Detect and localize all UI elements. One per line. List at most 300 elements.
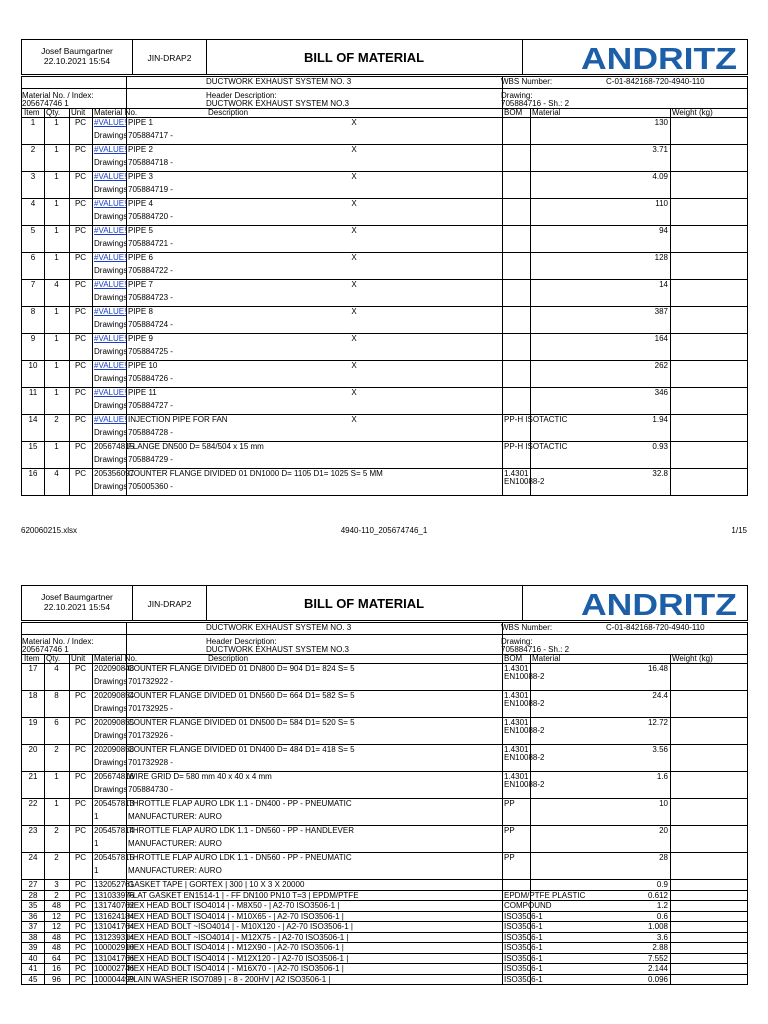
weight: 2.88	[652, 943, 668, 952]
description: PLAIN WASHER ISO7089 | - 8 - 200HV | A2 ISO3506-1 |	[128, 974, 331, 984]
document-title: BILL OF MATERIAL	[206, 40, 523, 74]
weight: 1.6	[656, 772, 668, 781]
description: WIRE GRID D= 580 mm 40 x 40 x 4 mm	[128, 772, 272, 781]
description-detail: 705884718 -	[128, 158, 173, 167]
column-divider	[502, 108, 503, 495]
table-row	[22, 198, 747, 226]
material-number-detail: Drawings	[94, 785, 128, 794]
description: HEX HEAD BOLT ISO4014 | - M8X50 - | A2-70 ISO3506-1 |	[128, 901, 340, 910]
description: THROTTLE FLAP AURO LDK 1.1 - DN560 - PP - PNEUMATIC	[128, 853, 352, 862]
quantity: 48	[52, 932, 61, 942]
material-number-link[interactable]: #VALUE!	[94, 415, 127, 424]
column-header-qty: Qty.	[46, 108, 61, 117]
column-divider	[670, 108, 671, 495]
quantity: 1	[54, 442, 59, 451]
material: 1.4301	[504, 772, 529, 781]
table-row	[22, 717, 747, 745]
description: PIPE 1	[128, 118, 153, 127]
column-divider	[69, 654, 70, 984]
table-row	[22, 117, 747, 145]
description-detail: 701732922 -	[128, 677, 173, 686]
table-row	[22, 771, 747, 799]
weight: 0.6	[656, 911, 668, 921]
item-number: 41	[28, 964, 38, 973]
material-no-label: Material No. / Index:	[22, 637, 94, 646]
description: PIPE 7	[128, 280, 153, 289]
author-date: 22.10.2021 15:54	[43, 56, 111, 66]
material-number: 100002746	[94, 964, 135, 973]
unit: PC	[74, 932, 87, 942]
quantity: 48	[52, 943, 61, 952]
material-number: 131041766	[94, 953, 135, 963]
material-number-detail: Drawings	[94, 731, 128, 740]
wbs-label: WBS Number:	[501, 623, 553, 632]
item-number: 18	[28, 691, 38, 700]
material: PP	[504, 853, 515, 862]
andritz-logo	[522, 40, 747, 74]
footer-filename: 620060215.xlsx	[21, 526, 78, 535]
material-number-detail: Drawings	[94, 677, 128, 686]
table-row	[22, 279, 747, 307]
column-divider	[126, 654, 127, 984]
item-number: 16	[28, 469, 38, 478]
description-detail: 705884729 -	[128, 455, 173, 464]
svg-text:ANDRITZ: ANDRITZ	[581, 41, 738, 76]
unit: PC	[74, 853, 87, 862]
material-detail: EN10088-2	[504, 672, 545, 681]
description: PIPE 11	[128, 388, 157, 397]
unit: PC	[74, 953, 87, 963]
material-number-link[interactable]: #VALUE!	[94, 388, 127, 397]
column-divider	[530, 108, 531, 495]
item-number: 5	[30, 226, 36, 235]
item-number: 21	[28, 772, 38, 781]
quantity: 16	[52, 964, 61, 973]
unit: PC	[74, 415, 87, 424]
material-number-link[interactable]: #VALUE!	[94, 334, 127, 343]
description: THROTTLE FLAP AURO LDK 1.1 - DN400 - PP - PNEUMATIC	[128, 799, 352, 808]
bom-flag: X	[351, 145, 357, 154]
info-row	[22, 88, 747, 109]
bom-header	[21, 585, 748, 621]
bom-table	[21, 76, 748, 496]
weight: 1.2	[656, 901, 668, 910]
material-number: 202090848	[94, 664, 135, 673]
column-divider	[69, 108, 70, 495]
material-detail: EN10088-2	[504, 477, 545, 486]
material: 1.4301	[504, 691, 529, 700]
info-divider	[502, 622, 503, 654]
unit: PC	[74, 280, 87, 289]
material-number-detail: Drawings	[94, 239, 128, 248]
weight: 2.144	[647, 964, 668, 973]
bom-page-2	[0, 576, 768, 1024]
description-detail: MANUFACTURER: AURO	[128, 839, 222, 848]
description: GASKET TAPE | GORTEX | 300 | 10 X 3 X 20000	[128, 880, 305, 889]
description: COUNTER FLANGE DIVIDED 01 DN400 D= 484 D1= 418 S= 5	[128, 745, 355, 754]
unit: PC	[74, 226, 87, 235]
quantity: 1	[54, 199, 59, 208]
footer-document-id: 4940-110_205674746_1	[340, 526, 428, 535]
footer-page-number: 1/15	[731, 526, 747, 535]
table-row	[22, 225, 747, 253]
unit: PC	[74, 718, 87, 727]
material: ISO3506-1	[504, 974, 543, 984]
item-number: 24	[28, 853, 38, 862]
description-detail: 705884725 -	[128, 347, 173, 356]
unit: PC	[74, 826, 87, 835]
table-row	[22, 798, 747, 826]
header-description-label: Header Description:	[206, 637, 277, 646]
item-number: 15	[28, 442, 38, 451]
table-row	[22, 468, 747, 496]
quantity: 12	[52, 911, 61, 921]
material-number: 205457815	[94, 853, 135, 862]
quantity: 1	[54, 307, 59, 316]
weight: 3.71	[652, 145, 668, 154]
bom-flag: X	[351, 415, 357, 424]
description: HEX HEAD BOLT ~ISO4014 | - M10X120 - | A2-70 ISO3506-1 |	[128, 922, 353, 931]
description-detail: 705884730 -	[128, 785, 173, 794]
column-header-material-no: Material No.	[94, 108, 138, 117]
unit: PC	[74, 172, 87, 181]
unit: PC	[74, 307, 87, 316]
drawing-value: 705884716 - Sh.: 2	[501, 99, 570, 108]
quantity: 2	[54, 890, 59, 900]
info-row	[22, 634, 747, 655]
unit: PC	[74, 664, 87, 673]
unit: PC	[74, 974, 87, 984]
material-number-detail: Drawings	[94, 704, 128, 713]
project-name: DUCTWORK EXHAUST SYSTEM NO. 3	[206, 77, 352, 86]
bom-table	[21, 622, 748, 985]
quantity: 1	[54, 361, 59, 370]
quantity: 2	[54, 826, 59, 835]
table-row	[22, 690, 747, 718]
weight: 28	[659, 853, 668, 862]
description: PIPE 5	[128, 226, 153, 235]
material-number: 100002910	[94, 943, 135, 952]
unit: PC	[74, 253, 87, 262]
description-detail: 705884721 -	[128, 239, 173, 248]
bom-flag: X	[351, 388, 357, 397]
drawing-value: 705884716 - Sh.: 2	[501, 645, 570, 654]
material-number-detail: Drawings	[94, 131, 128, 140]
material-detail: EN10088-2	[504, 780, 545, 789]
material-number-detail: 1	[94, 839, 99, 848]
description: HEX HEAD BOLT ISO4014 | - M16X70 - | A2-70 ISO3506-1 |	[128, 964, 344, 973]
material-number-link[interactable]: #VALUE!	[94, 145, 127, 154]
quantity: 1	[54, 172, 59, 181]
material-number-detail: Drawings	[94, 212, 128, 221]
material: ISO3506-1	[504, 964, 543, 973]
material-detail: EN10088-2	[504, 753, 545, 762]
quantity: 1	[54, 145, 59, 154]
material-number-link[interactable]: #VALUE!	[94, 118, 127, 127]
weight: 12.72	[647, 718, 668, 727]
unit: PC	[74, 334, 87, 343]
material: 1.4301	[504, 664, 529, 673]
item-number: 6	[30, 253, 36, 262]
description: FLAT GASKET EN1514-1 | - FF DN100 PN10 T=3 | EPDM/PTFE	[128, 890, 359, 900]
material-number: 205356097	[94, 469, 135, 478]
item-number: 37	[28, 922, 38, 931]
item-number: 11	[28, 388, 38, 397]
weight: 346	[654, 388, 668, 397]
item-number: 17	[28, 664, 38, 673]
unit: PC	[74, 890, 87, 900]
weight: 262	[654, 361, 668, 370]
material: ISO3506-1	[504, 932, 543, 942]
material-number-detail: Drawings	[94, 482, 128, 491]
column-divider	[502, 654, 503, 984]
quantity: 1	[54, 253, 59, 262]
bom-flag: X	[351, 253, 357, 262]
quantity: 12	[52, 922, 61, 931]
author-date: 22.10.2021 15:54	[43, 602, 111, 612]
weight: 16.48	[647, 664, 668, 673]
quantity: 48	[52, 901, 61, 910]
description: INJECTION PIPE FOR FAN	[128, 415, 228, 424]
unit: PC	[74, 922, 87, 931]
item-number: 14	[28, 415, 38, 424]
description: HEX HEAD BOLT ISO4014 | - M10X65 - | A2-70 ISO3506-1 |	[128, 911, 344, 921]
quantity: 4	[54, 469, 59, 478]
unit: PC	[74, 145, 87, 154]
description: HEX HEAD BOLT ~ISO4014 | - M12X75 - | A2-70 ISO3506-1 |	[128, 932, 349, 942]
item-number: 40	[28, 953, 38, 963]
wbs-value: C-01-842168-720-4940-110	[606, 623, 705, 632]
table-row	[22, 387, 747, 415]
unit: PC	[74, 118, 87, 127]
quantity: 1	[54, 226, 59, 235]
quantity: 1	[54, 799, 59, 808]
drawing-label: Drawing:	[501, 91, 533, 100]
material-number-detail: 1	[94, 866, 99, 875]
table-row	[22, 306, 747, 334]
header-description-label: Header Description:	[206, 91, 277, 100]
bom-flag: X	[351, 334, 357, 343]
material: PP	[504, 799, 515, 808]
unit: PC	[74, 880, 87, 889]
unit: PC	[74, 964, 87, 973]
description: COUNTER FLANGE DIVIDED 01 DN500 D= 584 D1= 520 S= 5	[128, 718, 355, 727]
unit: PC	[74, 442, 87, 451]
table-row	[22, 663, 747, 691]
weight: 3.6	[656, 932, 668, 942]
material-number-detail: Drawings	[94, 185, 128, 194]
weight: 24.4	[652, 691, 668, 700]
material-no-value: 205674746 1	[22, 645, 69, 654]
quantity: 2	[54, 415, 59, 424]
description-detail: 705884726 -	[128, 374, 173, 383]
description-detail: 701732926 -	[128, 731, 173, 740]
quantity: 2	[54, 745, 59, 754]
material: 1.4301	[504, 718, 529, 727]
material: PP-H ISOTACTIC	[504, 415, 568, 424]
item-number: 27	[28, 880, 38, 889]
material-number-link[interactable]: #VALUE!	[94, 199, 127, 208]
weight: 1.94	[652, 415, 668, 424]
material-number-link[interactable]: #VALUE!	[94, 172, 127, 181]
quantity: 96	[52, 974, 61, 984]
author-name: Josef Baumgartner	[41, 592, 113, 602]
table-row	[22, 414, 747, 442]
column-header-qty: Qty.	[46, 654, 61, 663]
column-header-description: Description	[208, 108, 249, 117]
bom-flag: X	[351, 361, 357, 370]
item-number: 45	[28, 974, 38, 984]
description: PIPE 10	[128, 361, 158, 370]
material-number: 132052761	[94, 880, 135, 889]
material-number: 205457813	[94, 799, 135, 808]
material: EPDM/PTFE PLASTIC	[504, 890, 586, 900]
weight: 128	[654, 253, 668, 262]
column-header-material-no: Material No.	[94, 654, 138, 663]
header-description-value: DUCTWORK EXHAUST SYSTEM NO.3	[206, 645, 349, 654]
weight: 94	[659, 226, 668, 235]
wbs-label: WBS Number:	[501, 77, 553, 86]
material-number: 131740762	[94, 901, 135, 910]
andritz-logo	[522, 586, 747, 620]
material-number-detail: Drawings	[94, 374, 128, 383]
description-detail: 705884717 -	[128, 131, 173, 140]
column-divider	[92, 108, 93, 495]
material-number-detail: Drawings	[94, 266, 128, 275]
material-number-detail: Drawings	[94, 758, 128, 767]
info-divider	[502, 76, 503, 108]
material-number: 131041764	[94, 922, 135, 931]
wbs-value: C-01-842168-720-4940-110	[606, 77, 705, 86]
material-no-label: Material No. / Index:	[22, 91, 94, 100]
item-number: 23	[28, 826, 38, 835]
unit: PC	[74, 469, 87, 478]
quantity: 1	[54, 388, 59, 397]
item-number: 9	[30, 334, 36, 343]
material-number-link[interactable]: #VALUE!	[94, 307, 127, 316]
description-detail: 705884724 -	[128, 320, 173, 329]
weight: 1.008	[647, 922, 668, 931]
material-number-link[interactable]: #VALUE!	[94, 280, 127, 289]
material-number-detail: Drawings	[94, 320, 128, 329]
item-number: 22	[28, 799, 38, 808]
table-row	[22, 252, 747, 280]
material: ISO3506-1	[504, 943, 543, 952]
description: COUNTER FLANGE DIVIDED 01 DN1000 D= 1105 D1= 1025 S= 5 MM	[128, 469, 383, 478]
table-bottom-border	[22, 495, 747, 496]
weight: 110	[655, 199, 668, 208]
material: PP-H ISOTACTIC	[504, 442, 568, 451]
description: PIPE 8	[128, 307, 153, 316]
document-code: JIN-DRAP2	[133, 40, 207, 74]
item-number: 8	[30, 307, 36, 316]
quantity: 6	[54, 718, 59, 727]
unit: PC	[74, 901, 87, 910]
material-number-detail: 1	[94, 812, 99, 821]
quantity: 64	[52, 953, 61, 963]
material-number-link[interactable]: #VALUE!	[94, 226, 127, 235]
author-name: Josef Baumgartner	[41, 46, 113, 56]
table-row	[22, 144, 747, 172]
column-header-item: Item	[24, 108, 40, 117]
author-cell	[22, 40, 133, 74]
table-row	[22, 744, 747, 772]
column-header-unit: Unit	[71, 654, 86, 663]
column-header-material: Material	[532, 108, 561, 117]
material-number: 205674816	[94, 772, 135, 781]
column-header-bom: BOM	[504, 108, 523, 117]
description-detail: 705884723 -	[128, 293, 173, 302]
description: PIPE 9	[128, 334, 153, 343]
description-detail: 705884720 -	[128, 212, 173, 221]
unit: PC	[74, 911, 87, 921]
quantity: 4	[54, 280, 59, 289]
column-header-material: Material	[532, 654, 561, 663]
material-number-detail: Drawings	[94, 347, 128, 356]
info-divider	[126, 76, 127, 108]
svg-text:ANDRITZ: ANDRITZ	[581, 587, 738, 622]
table-bottom-border	[22, 984, 747, 985]
bom-header	[21, 39, 748, 75]
unit: PC	[74, 199, 87, 208]
bom-flag: X	[351, 199, 357, 208]
column-divider	[530, 654, 531, 984]
description-detail: 701732928 -	[128, 758, 173, 767]
material-number: 205457814	[94, 826, 135, 835]
bom-flag: X	[351, 280, 357, 289]
table-row	[22, 825, 747, 853]
andritz-logo-icon	[579, 587, 739, 622]
material: ISO3506-1	[504, 953, 543, 963]
description-detail: 705005360 -	[128, 482, 173, 491]
item-number: 36	[28, 911, 38, 921]
description-detail: MANUFACTURER: AURO	[128, 812, 222, 821]
material-number-detail: Drawings	[94, 293, 128, 302]
description: PIPE 3	[128, 172, 153, 181]
description-detail: MANUFACTURER: AURO	[128, 866, 222, 875]
weight: 10	[659, 799, 668, 808]
document-title: BILL OF MATERIAL	[206, 586, 523, 620]
material-number: 202090854	[94, 691, 135, 700]
material-number-link[interactable]: #VALUE!	[94, 253, 127, 262]
weight: 4.09	[652, 172, 668, 181]
weight: 0.096	[647, 974, 668, 984]
column-header-bom: BOM	[504, 654, 523, 663]
material-number: 202090858	[94, 745, 135, 754]
weight: 14	[659, 280, 668, 289]
material: 1.4301	[504, 745, 529, 754]
weight: 20	[659, 826, 668, 835]
material-number-detail: Drawings	[94, 455, 128, 464]
material-number-link[interactable]: #VALUE!	[94, 361, 127, 370]
unit: PC	[74, 799, 87, 808]
item-number: 38	[28, 932, 38, 942]
item-number: 28	[28, 890, 38, 900]
item-number: 7	[30, 280, 36, 289]
item-number: 39	[28, 943, 38, 952]
description: PIPE 2	[128, 145, 153, 154]
unit: PC	[74, 745, 87, 754]
description: PIPE 4	[128, 199, 153, 208]
weight: 32.8	[652, 469, 668, 478]
material: 1.4301	[504, 469, 529, 478]
column-divider	[126, 108, 127, 495]
column-header-description: Description	[208, 654, 249, 663]
material: PP	[504, 826, 515, 835]
andritz-logo-icon	[579, 41, 739, 76]
info-divider	[126, 622, 127, 654]
material-detail: EN10088-2	[504, 726, 545, 735]
